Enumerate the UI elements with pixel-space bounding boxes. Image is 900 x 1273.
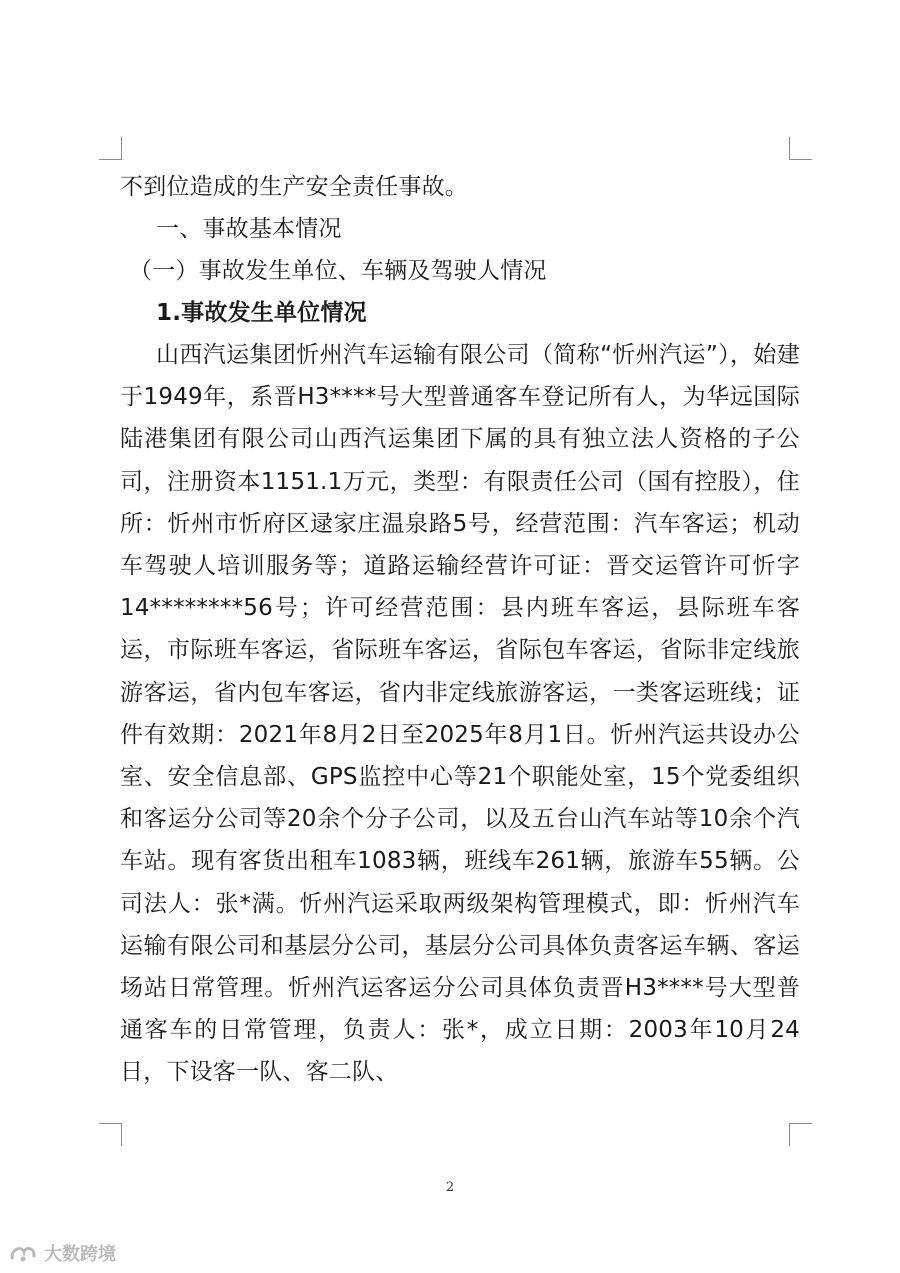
crop-mark-bottom-left — [99, 1123, 122, 1146]
crop-mark-top-right — [789, 137, 812, 160]
item-heading: 1.事故发生单位情况 — [156, 300, 367, 326]
section-heading: 一、事故基本情况 — [156, 216, 342, 242]
document-body — [120, 166, 800, 1094]
watermark — [8, 1240, 116, 1266]
page-number: 2 — [445, 1180, 455, 1195]
continued-line: 不到位造成的生产安全责任事故。 — [120, 174, 468, 200]
crop-mark-top-left — [99, 137, 122, 160]
subsection-heading: （一）事故发生单位、车辆及驾驶人情况 — [129, 258, 547, 284]
body-paragraph: 山西汽运集团忻州汽车运输有限公司（简称“忻州汽运”），始建于1949年，系晋H3****号大型普通客车登记所有人，为华远国际陆港集团有限公司山西汽运集团下属的具有独立法人资格的子公司，注册资本1151.1万元，类型：有限责任公司（国有控股），住所：忻州市忻府区逯家庄温泉路5号，经营范围：汽车客运；机动车驾驶人培训服务等；道路运输经营许可证：晋交运管许可忻字14********56号；许可经营范围：县内班车客运，县际班车客运，市际班车客运，省际班车客运，省际包车客运，省际非定线旅游客运，省内包车客运，省内非定线旅游客运，一类客运班线；证件有效期：2021年8月2日至2025年8月1日。忻州汽运共设办公室、安全信息部、GPS监控中心等21个职能处室，15个党委组织和客运分公司等20余个分子公司，以及五台山汽车站等10余个汽车站。现有客货出租车1083辆，班线车261辆，旅游车55辆。公司法人：张*满。忻州汽运采取两级架构管理模式，即：忻州汽车运输有限公司和基层分公司，基层分公司具体负责客运车辆、客运场站日常管理。忻州汽运客运分公司具体负责晋H3****号大型普通客车的日常管理，负责人：张*，成立日期：2003年10月24日，下设客一队、客二队、 — [120, 342, 800, 1086]
watermark-text: 大数跨境 — [44, 1244, 116, 1265]
crop-mark-bottom-right — [789, 1123, 812, 1146]
watermark-logo-icon — [8, 1242, 38, 1264]
